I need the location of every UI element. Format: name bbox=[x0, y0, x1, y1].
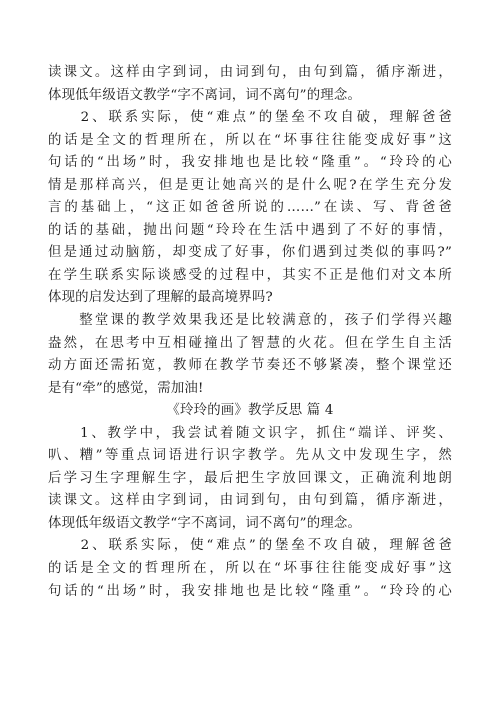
section-heading: 《玲玲的画》教学反思 篇 4 bbox=[166, 403, 334, 419]
text-line: 句话的“出场”时，我安排地也是比较“隆重”。“玲玲的心 bbox=[48, 583, 452, 599]
text-line: 是有“牵”的感觉，需加油! bbox=[48, 380, 204, 396]
text-line: 后学习生字理解生字，最后把生字放回课文，正确流利地朗 bbox=[48, 470, 452, 486]
text-line: 在学生联系实际谈感受的过程中，其实不正是他们对文本所 bbox=[48, 267, 452, 283]
text-line: 句话的“出场”时，我安排地也是比较“隆重”。“玲玲的心 bbox=[48, 155, 452, 171]
text-line: 但是通过动脑筋，却变成了好事，你们遇到过类似的事吗?” bbox=[48, 245, 452, 261]
document-page bbox=[48, 62, 452, 603]
text-line: 的话是全文的哲理所在，所以在“坏事往往能变成好事”这 bbox=[48, 561, 452, 577]
text-line: 读课文。这样由字到词，由词到句，由句到篇，循序渐进， bbox=[48, 493, 452, 509]
text-line: 1、教学中，我尝试着随文识字，抓住“端详、评奖、 bbox=[48, 425, 452, 441]
text-line: 体现的启发达到了理解的最高境界吗? bbox=[48, 290, 273, 306]
text-line: 叭、糟”等重点词语进行识字教学。先从文中发现生字，然 bbox=[48, 448, 452, 464]
text-line: 2、联系实际，使“难点”的堡垒不攻自破，理解爸爸 bbox=[48, 538, 452, 554]
text-line: 动方面还需拓宽，教师在教学节奏还不够紧凑，整个课堂还 bbox=[48, 358, 452, 374]
text-line: 的话是全文的哲理所在，所以在“坏事往往能变成好事”这 bbox=[48, 132, 452, 148]
text-line: 体现低年级语文教学“字不离词，词不离句”的理念。 bbox=[48, 87, 362, 103]
text-line: 体现低年级语文教学“字不离词，词不离句”的理念。 bbox=[48, 515, 362, 531]
text-line: 读课文。这样由字到词，由词到句，由句到篇，循序渐进， bbox=[48, 65, 452, 80]
text-line: 言的基础上，“这正如爸爸所说的……”在读、写、背爸爸 bbox=[48, 200, 452, 216]
text-line: 盎然，在思考中互相碰撞出了智慧的火花。但在学生自主活 bbox=[48, 335, 452, 351]
text-line: 的话的基础，抛出问题“玲玲在生活中遇到了不好的事情， bbox=[48, 222, 452, 238]
text-line: 2、联系实际，使“难点”的堡垒不攻自破，理解爸爸 bbox=[48, 110, 452, 126]
text-line: 整堂课的教学效果我还是比较满意的，孩子们学得兴趣 bbox=[48, 313, 452, 329]
text-line: 情是那样高兴，但是更让她高兴的是什么呢?在学生充分发 bbox=[48, 177, 452, 193]
